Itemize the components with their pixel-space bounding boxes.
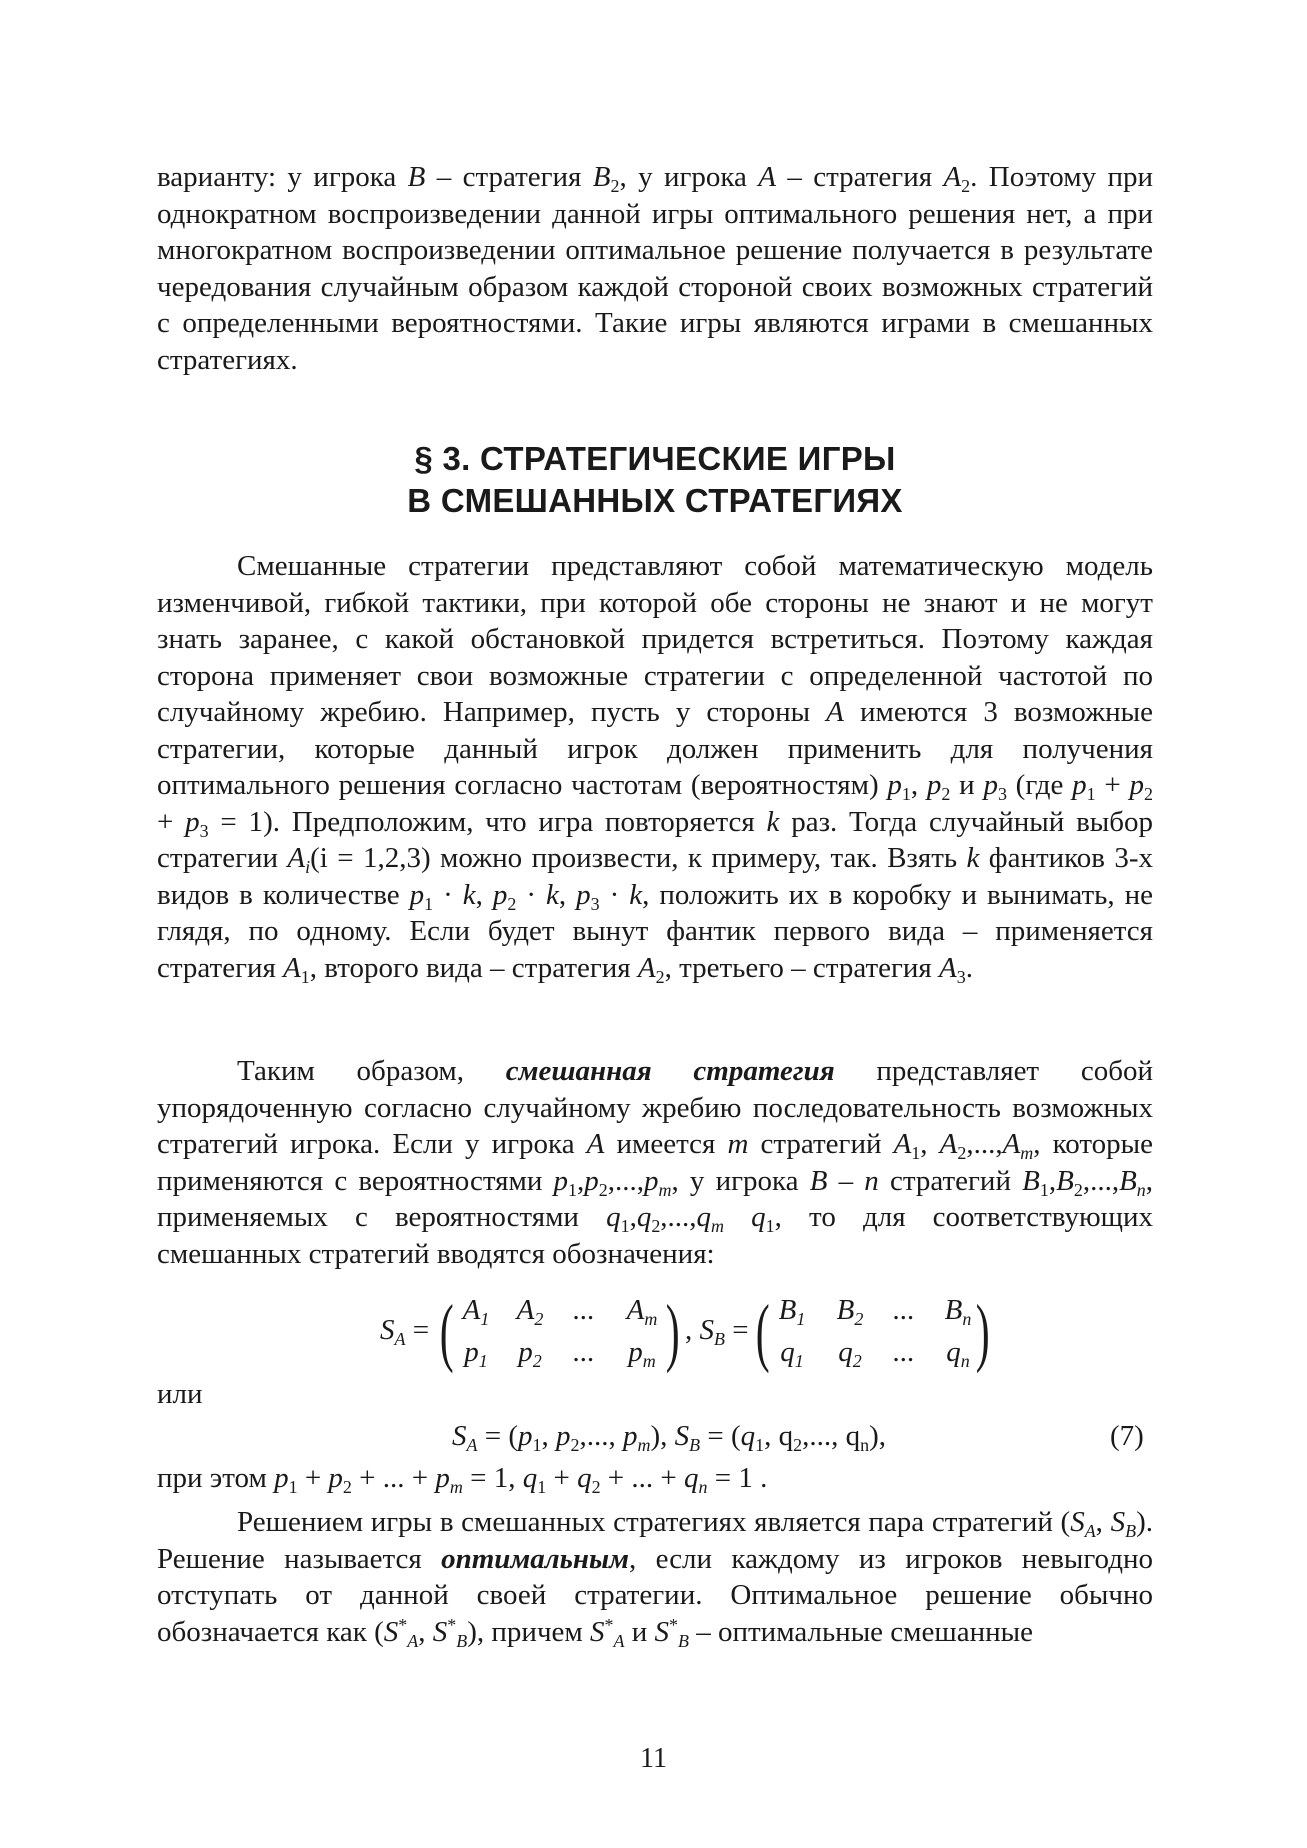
term-mixed-strategy: смешанная стратегия xyxy=(505,1055,835,1087)
equation-number: (7) xyxy=(1110,1420,1144,1452)
intro-paragraph: варианту: у игрока B – стратегия $B_2$, у игрока A – стратегия $A_2$. Поэтому при однократном воспроизведении данной игры оптимального решения нет, а при многократном воспроизведении оптимальное решение получается в результате чередования случайным образом каждой стороной своих возможных стратегий с определенными вероятностями. Такие игры являются играми в смешанных стратегиях. xyxy=(157,161,1154,376)
constraint-line: при этом $p_1 + p_2$ + ... + $p_m = 1$, $q_1 + q_2$ + ... + $q_n = 1$ . xyxy=(157,1462,768,1497)
or-word: или xyxy=(157,1378,203,1410)
matrix-formula: $S_A$ = ( $A_1$ $A_2$ ... $A_m$ $p_1$ $p_2$ ... $p_m$ ) , $S_B$ = ( $B_1$ $B_2$ ... $B_n$ $q_1$ $q_2$ ... $q_n$ ) xyxy=(380,1290,990,1374)
section-heading xyxy=(157,438,1153,522)
paragraph-definition: Таким образом, смешанная стратегия представляет собой упорядоченную согласно случайному жребию последовательность возможных стратегий игрока. Если у игрока A имеется m стратегий $A_1$, $A_2,...,A_m$, которые применяются с вероятностями $p_1,p_2,...,p_m$, у игрока B – n стратегий $B_1,B_2,...,B_n$, применяемых с вероятностями $q_1,q_2,...,q_m$ $q_1$, то для соответствующих смешанных стратегий вводятся обозначения: xyxy=(157,1055,1154,1270)
paragraph-mixed-strategies: Смешанные стратегии представляют собой математическую модель изменчивой, гибкой тактики, при которой обе стороны не знают и не могут знать заранее, с какой обстановкой придется встретиться. Поэтому каждая сторона применяет свои возможные стратегии с определенной частотой по случайному жребию. Например, пусть у стороны A имеются 3 возможные стратегии, которые данный игрок должен применить для получения оптимального решения согласно частотам (вероятностям) $p_1$, $p_2$ и $p_3$ (где $p_1 + p_2 + p_3 = 1$). Предположим, что игра повторяется k раз. Тогда случайный выбор стратегии $A_i(i = 1,2,3)$ можно произвести, к примеру, так. Взять k фантиков 3-х видов в количестве $p_1 \cdot k$, $p_2 \cdot k$, $p_3 \cdot k$, положить их в коробку и вынимать, не глядя, по одному. Если будет вынут фантик первого вида – применяется стратегия $A_1$, второго вида – стратегия $A_2$, третьего – стратегия $A_3$. xyxy=(157,550,1154,987)
term-optimal: оптимальным xyxy=(441,1542,629,1575)
formula-7: $S_A = (p_1$, $p_2$,..., $p_m$), $S_B = (q_1$, $q_2$,..., $q_n$), xyxy=(452,1420,886,1455)
heading-line-2: В СМЕШАННЫХ СТРАТЕГИЯХ xyxy=(407,482,903,519)
paragraph-solution: Решением игры в смешанных стратегиях является пара стратегий ($S_A$, $S_B$). Решение называется оптимальным, если каждому из игроков невыгодно отступать от данной своей стратегии. Оптимальное решение обычно обозначается как ($S^*_A$, $S^*_B$), причем $S^*_A$ и $S^*_B$ – оптимальные смешанные xyxy=(157,1506,1153,1651)
heading-line-1: § 3. СТРАТЕГИЧЕСКИЕ ИГРЫ xyxy=(414,440,896,477)
page-number: 11 xyxy=(640,1743,667,1774)
